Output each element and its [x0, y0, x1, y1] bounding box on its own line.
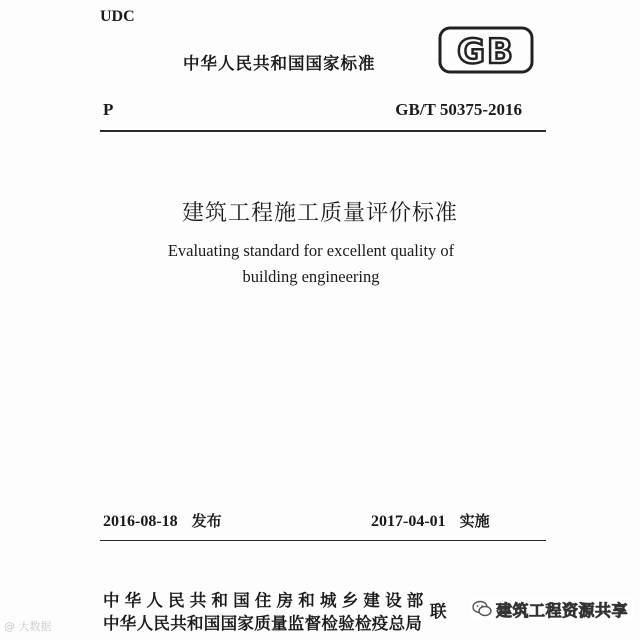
issuer-ministry-housing: 中华人民共和国住房和城乡建设部	[103, 591, 429, 610]
publish-date-block	[103, 510, 222, 531]
udc-label: UDC	[100, 8, 135, 25]
title-chinese: 建筑工程施工质量评价标准	[181, 201, 458, 226]
bottom-divider	[100, 540, 546, 541]
wechat-icon	[472, 600, 492, 618]
gb-logo-text: GB	[457, 32, 515, 72]
effective-label: 实施	[459, 512, 490, 530]
watermark-left: @ 大数据	[4, 620, 52, 633]
issuer-aqsiq: 中华人民共和国国家质量监督检验检疫总局	[103, 614, 423, 633]
gb-logo	[438, 26, 534, 74]
title-english	[0, 238, 622, 290]
publish-label: 发布	[191, 512, 222, 530]
watermark-right	[470, 598, 634, 620]
national-standard-label: 中华人民共和国国家标准	[183, 54, 376, 73]
title-english-line1: Evaluating standard for excellent quality of	[167, 241, 455, 260]
standard-code: GB/T 50375-2016	[395, 100, 522, 119]
effective-date-block	[371, 510, 490, 531]
title-english-line2: building engineering	[242, 267, 380, 286]
watermark-right-text: 建筑工程资源共享	[496, 600, 629, 620]
category-letter: P	[103, 100, 114, 119]
top-divider	[100, 130, 546, 132]
publish-date: 2016-08-18	[103, 513, 178, 530]
joint-issue-label: 联	[430, 602, 447, 621]
effective-date: 2017-04-01	[371, 513, 446, 530]
